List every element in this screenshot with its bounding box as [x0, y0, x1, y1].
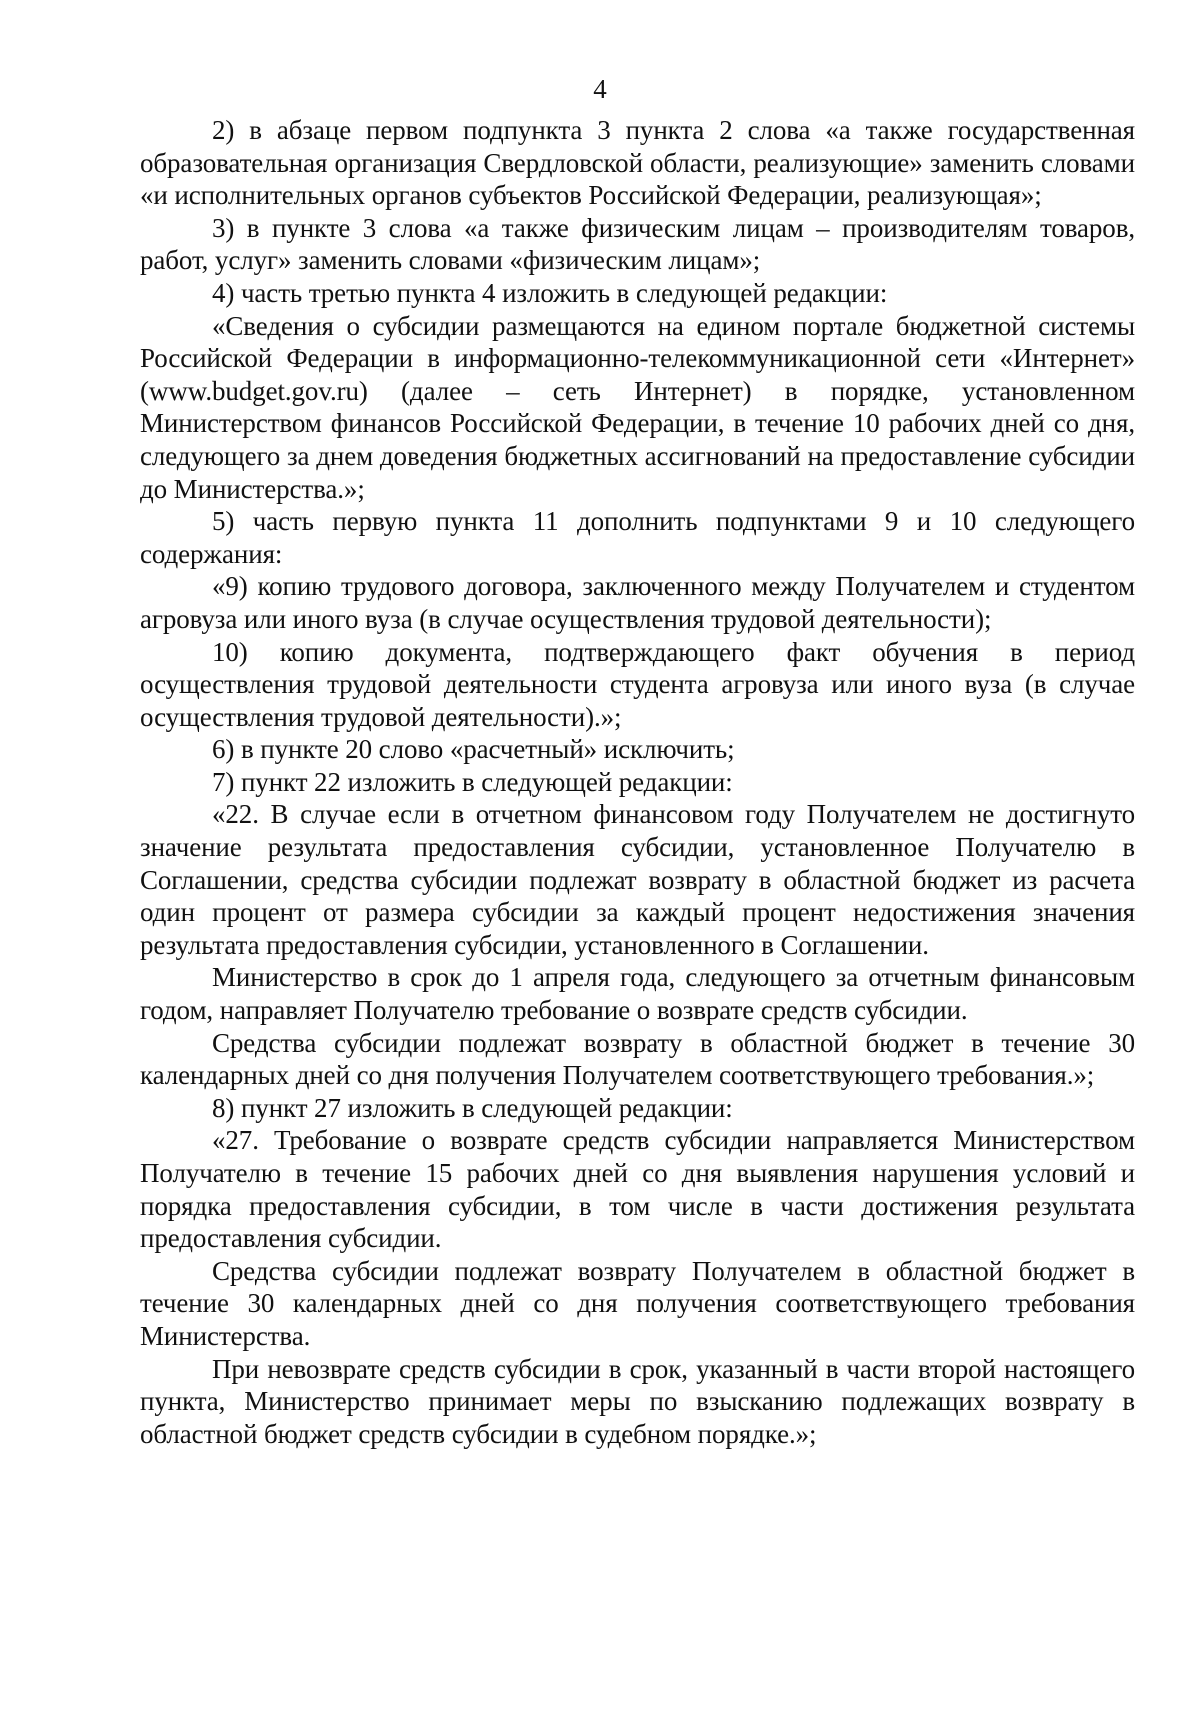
- paragraph-item-4: 4) часть третью пункта 4 изложить в следующей редакции:: [212, 277, 888, 308]
- paragraph-item-7: 7) пункт 22 изложить в следующей редакции:: [212, 766, 733, 797]
- document-body: [140, 114, 1135, 1450]
- ministry-deadline-paragraph: Министерство в срок до 1 апреля года, следующего за отчетным финансовым годом, направляет Получателю требование о возврате средств субсидии.: [140, 962, 1135, 1026]
- quoted-point-27: «27. Требование о возврате средств субсидии направляется Министерством Получателю в течение 15 рабочих дней со дня выявления нарушения условий и порядка предоставления субсидии, в том числе в части достижения результата предоставления субсидии.: [140, 1125, 1135, 1254]
- court-recovery-paragraph: При невозврате средств субсидии в срок, указанный в части второй настоящего пункта, Министерство принимает меры по взысканию подлежащих возврату в областной бюджет средств субсидии в судебном порядке.»;: [140, 1353, 1135, 1449]
- paragraph-item-6: 6) в пункте 20 слово «расчетный» исключить;: [212, 734, 735, 765]
- quoted-point-22: «22. В случае если в отчетном финансовом году Получателем не достигнуто значение результата предоставления субсидии, установленное Получателю в Соглашении, средства субсидии подлежат возврату в областной бюджет из расчета один процент от размера субсидии за каждый процент недостижения значения результата предоставления субсидии, установленного в Соглашении.: [140, 799, 1135, 960]
- page-number: 4: [593, 74, 607, 104]
- refund-30-days-paragraph: Средства субсидии подлежат возврату в областной бюджет в течение 30 календарных дней со дня получения Получателем соответствующего требования.»;: [140, 1027, 1135, 1091]
- paragraph-item-8: 8) пункт 27 изложить в следующей редакции:: [212, 1092, 733, 1123]
- refund-recipient-paragraph: Средства субсидии подлежат возврату Получателем в областной бюджет в течение 30 календарных дней со дня получения соответствующего требования Министерства.: [140, 1255, 1135, 1351]
- subitem-9: «9) копию трудового договора, заключенного между Получателем и студентом агровуза или иного вуза (в случае осуществления трудовой деятельности);: [140, 571, 1135, 634]
- quoted-text-budget-portal: «Сведения о субсидии размещаются на едином портале бюджетной системы Российской Федерации в информационно-телекоммуникационной сети «Интернет» (www.budget.gov.ru) (далее – сеть Интернет) в порядке, установленном Министерством финансов Российской Федерации, в течение 10 рабочих дней со дня, следующего за днем доведения бюджетных ассигнований на предоставление субсидии до Министерства.»;: [140, 310, 1135, 504]
- subitem-10: 10) копию документа, подтверждающего факт обучения в период осуществления трудовой деятельности студента агровуза или иного вуза (в случае осуществления трудовой деятельности).»;: [140, 636, 1135, 732]
- paragraph-item-2: 2) в абзаце первом подпункта 3 пункта 2 слова «а также государственная образовательная организация Свердловской области, реализующие» заменить словами «и исполнительных органов субъектов Российской Федерации, реализующая»;: [140, 115, 1135, 211]
- paragraph-item-3: 3) в пункте 3 слова «а также физическим лицам – производителям товаров, работ, услуг» заменить словами «физическим лицам»;: [140, 212, 1135, 276]
- paragraph-item-5: 5) часть первую пункта 11 дополнить подпунктами 9 и 10 следующего содержания:: [140, 506, 1135, 569]
